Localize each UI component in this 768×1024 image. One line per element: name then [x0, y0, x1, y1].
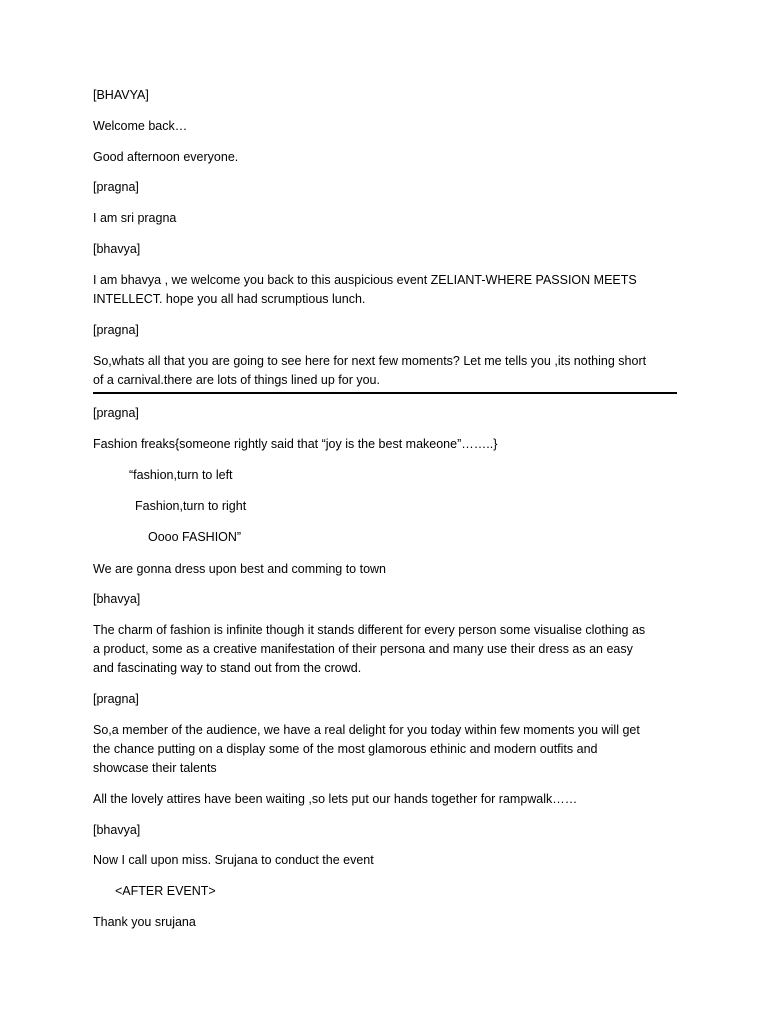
speaker-label-bhavya: [BHAVYA] [93, 88, 149, 102]
delight-paragraph-line: showcase their talents [93, 761, 217, 775]
rampwalk-line: All the lovely attires have been waiting ,so lets put our hands together for rampwalk…… [93, 792, 578, 806]
welcome-back-line: Welcome back… [93, 119, 188, 133]
delight-paragraph-line: the chance putting on a display some of the most glamorous ethinic and modern outfits and [93, 742, 598, 756]
horizontal-divider [93, 392, 677, 394]
speaker-label-pragna: [pragna] [93, 180, 139, 194]
dress-up-line: We are gonna dress upon best and comming to town [93, 562, 386, 576]
charm-paragraph-line: and fascinating way to stand out from the crowd. [93, 661, 362, 675]
speaker-label-bhavya: [bhavya] [93, 242, 141, 256]
song-line: “fashion,turn to left [129, 468, 233, 482]
speaker-label-bhavya: [bhavya] [93, 592, 141, 606]
fashion-freaks-line: Fashion freaks{someone rightly said that “joy is the best makeone”……..} [93, 437, 498, 451]
song-line: Oooo FASHION” [148, 530, 242, 544]
thank-you-line: Thank you srujana [93, 915, 196, 929]
sri-pragna-line: I am sri pragna [93, 211, 177, 225]
delight-paragraph-line: So,a member of the audience, we have a real delight for you today within few moments you will get [93, 723, 640, 737]
good-afternoon-line: Good afternoon everyone. [93, 150, 239, 164]
carnival-paragraph-line: of a carnival.there are lots of things lined up for you. [93, 373, 380, 387]
call-srujana-line: Now I call upon miss. Srujana to conduct the event [93, 853, 374, 867]
song-line: Fashion,turn to right [135, 499, 247, 513]
speaker-label-bhavya: [bhavya] [93, 823, 141, 837]
after-event-line: <AFTER EVENT> [115, 884, 216, 898]
intro-paragraph-line: I am bhavya , we welcome you back to this auspicious event ZELIANT-WHERE PASSION MEETS [93, 273, 637, 287]
charm-paragraph-line: a product, some as a creative manifestation of their persona and many use their dress as an easy [93, 642, 633, 656]
charm-paragraph-line: The charm of fashion is infinite though it stands different for every person some visualise clothing as [93, 623, 646, 637]
speaker-label-pragna: [pragna] [93, 692, 139, 706]
carnival-paragraph-line: So,whats all that you are going to see here for next few moments? Let me tells you ,its nothing short [93, 354, 647, 368]
speaker-label-pragna: [pragna] [93, 323, 139, 337]
speaker-label-pragna: [pragna] [93, 406, 139, 420]
intro-paragraph-line: INTELLECT. hope you all had scrumptious lunch. [93, 292, 366, 306]
